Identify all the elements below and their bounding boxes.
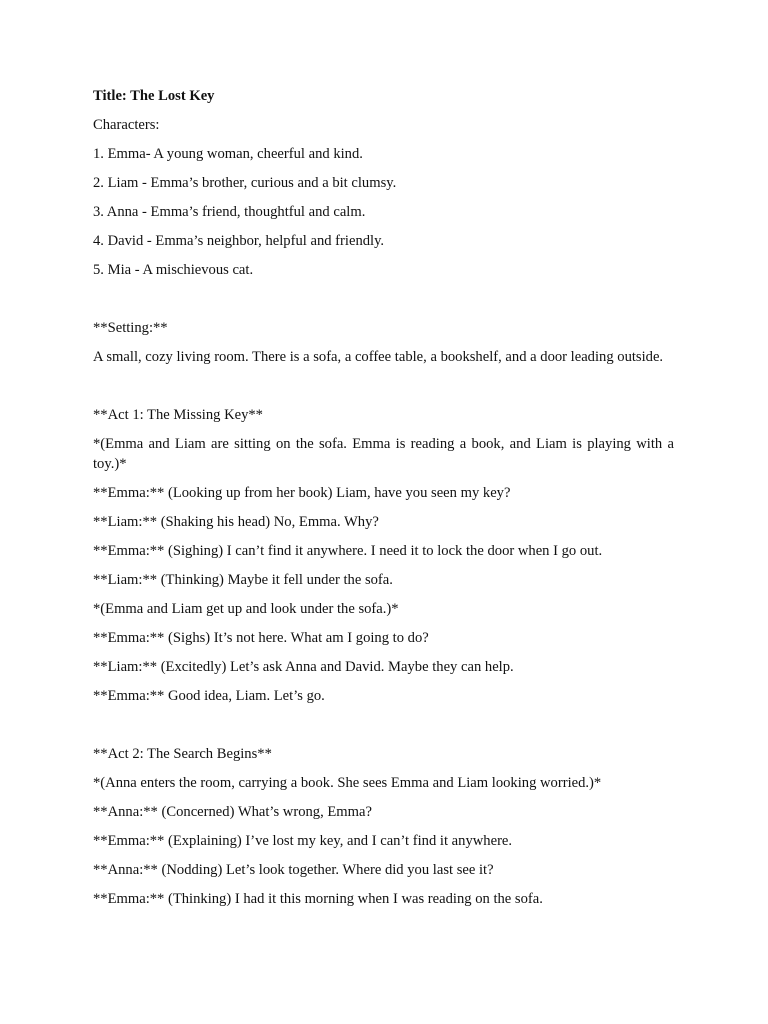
section-gap <box>93 290 674 319</box>
script-line: *(Emma and Liam are sitting on the sofa. Emma is reading a book, and Liam is playing with a toy.)* <box>93 436 674 472</box>
character-line: 1. Emma- A young woman, cheerful and kind. <box>93 146 363 162</box>
script-line: **Emma:** (Looking up from her book) Liam, have you seen my key? <box>93 484 511 501</box>
section-gap <box>93 377 674 406</box>
script-line: **Emma:** Good idea, Liam. Let’s go. <box>93 687 325 704</box>
document-page <box>93 87 674 919</box>
setting-text: A small, cozy living room. There is a sofa, a coffee table, a bookshelf, and a door leading outside. <box>93 349 664 365</box>
setting-heading: **Setting:** <box>93 320 168 336</box>
character-line: 4. David - Emma’s neighbor, helpful and friendly. <box>93 233 385 249</box>
character-line: 5. Mia - A mischievous cat. <box>93 262 254 278</box>
document-title: Title: The Lost Key <box>93 88 215 104</box>
character-line: 3. Anna - Emma’s friend, thoughtful and calm. <box>93 204 366 220</box>
section-gap <box>93 716 674 745</box>
script-line: **Emma:** (Thinking) I had it this morning when I was reading on the sofa. <box>93 890 543 907</box>
script-line: **Anna:** (Nodding) Let’s look together. Where did you last see it? <box>93 861 494 878</box>
act2-heading: **Act 2: The Search Begins** <box>93 745 272 762</box>
characters-heading: Characters: <box>93 117 160 133</box>
script-line: *(Emma and Liam get up and look under the sofa.)* <box>93 600 399 617</box>
script-line: **Emma:** (Sighs) It’s not here. What am I going to do? <box>93 629 429 646</box>
script-line: **Emma:** (Explaining) I’ve lost my key, and I can’t find it anywhere. <box>93 832 513 849</box>
character-line: 2. Liam - Emma’s brother, curious and a bit clumsy. <box>93 175 397 191</box>
script-line: **Emma:** (Sighing) I can’t find it anywhere. I need it to lock the door when I go out. <box>93 542 603 559</box>
act1-heading: **Act 1: The Missing Key** <box>93 407 263 423</box>
script-line: **Anna:** (Concerned) What’s wrong, Emma? <box>93 803 372 820</box>
script-line: **Liam:** (Shaking his head) No, Emma. Why? <box>93 513 379 530</box>
script-line: *(Anna enters the room, carrying a book. She sees Emma and Liam looking worried.)* <box>93 774 602 791</box>
script-line: **Liam:** (Excitedly) Let’s ask Anna and David. Maybe they can help. <box>93 658 514 675</box>
script-line: **Liam:** (Thinking) Maybe it fell under the sofa. <box>93 571 393 588</box>
